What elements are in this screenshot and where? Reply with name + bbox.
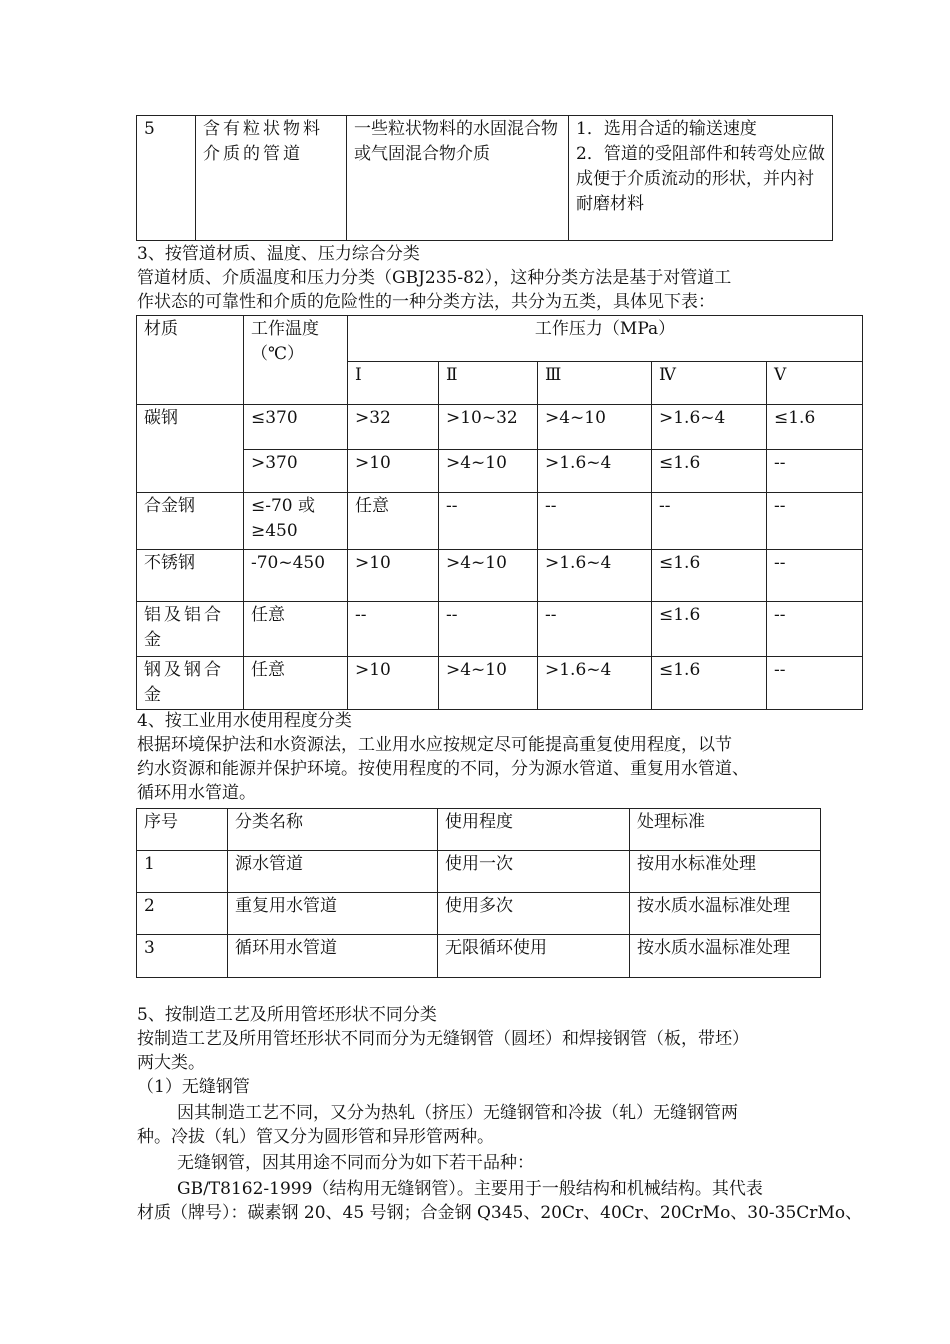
- header-pressure: 工作压力（MPa）: [348, 316, 863, 362]
- table-cell: >1.6~4: [538, 450, 652, 493]
- table-cell: --: [538, 493, 652, 550]
- header-class: Ⅲ: [538, 362, 652, 405]
- table-cell: -70~450: [244, 550, 348, 602]
- section-4-para: 根据环境保护法和水资源法，工业用水应按规定尽可能提高重复使用程度，以节: [137, 735, 732, 755]
- cell-material: 不锈钢: [137, 550, 244, 602]
- header-cell: 处理标准: [630, 809, 821, 851]
- section-3-para: 管道材质、介质温度和压力分类（GBJ235-82），这种分类方法是基于对管道工: [137, 268, 732, 288]
- table-cell: --: [767, 493, 863, 550]
- table-cell: ≤1.6: [652, 550, 767, 602]
- table-cell: >370: [244, 450, 348, 493]
- section-5-para: GB/T8162-1999（结构用无缝钢管）。主要用于一般结构和机械结构。其代表: [177, 1179, 763, 1199]
- table-medium-continuation: [136, 115, 833, 241]
- table-row: [137, 851, 821, 893]
- section-3-heading: 3、按管道材质、温度、压力综合分类: [137, 244, 420, 264]
- header-cell: 分类名称: [228, 809, 438, 851]
- header-cell: 使用程度: [438, 809, 630, 851]
- table-cell: >4~10: [439, 550, 538, 602]
- table-row: [137, 493, 863, 550]
- table-row: [137, 657, 863, 710]
- table-cell: 使用一次: [438, 851, 630, 893]
- table-cell: 任意: [244, 602, 348, 657]
- table-cell: 按水质水温标准处理: [630, 935, 821, 978]
- header-class: Ⅳ: [652, 362, 767, 405]
- table-cell: >4~10: [439, 450, 538, 493]
- table-cell: --: [439, 493, 538, 550]
- table-pressure-classes: [136, 315, 863, 710]
- section-4-para: 约水资源和能源并保护环境。按使用程度的不同，分为源水管道、重复用水管道、: [137, 759, 749, 779]
- table-cell: >10: [348, 450, 439, 493]
- table-cell: >10: [348, 657, 439, 710]
- header-class: Ⅱ: [439, 362, 538, 405]
- req-line: 2．管道的受阻部件和转弯处应做: [576, 144, 825, 164]
- table-cell: --: [348, 602, 439, 657]
- table-cell: >4~10: [538, 405, 652, 450]
- table-cell: >32: [348, 405, 439, 450]
- table-cell: ≤1.6: [767, 405, 863, 450]
- table-row: [137, 450, 863, 493]
- table-cell: ≤-70 或≥450: [244, 493, 348, 550]
- table-cell: 重复用水管道: [228, 893, 438, 935]
- section-4-heading: 4、按工业用水使用程度分类: [137, 711, 352, 731]
- section-5-para: 无缝钢管，因其用途不同而分为如下若干品种：: [177, 1153, 534, 1173]
- table-water-usage: [136, 808, 821, 978]
- header-temperature: 工作温度（℃）: [244, 316, 348, 405]
- table-cell: ≤1.6: [652, 657, 767, 710]
- section-4-para: 循环用水管道。: [137, 783, 256, 803]
- table-cell: ≤1.6: [652, 450, 767, 493]
- cell-requirements: [569, 116, 833, 241]
- section-5-para: 材质（牌号）：碳素钢 20、45 号钢；合金钢 Q345、20Cr、40Cr、20CrMo、30-35CrMo、: [137, 1203, 863, 1223]
- table-cell: >1.6~4: [538, 657, 652, 710]
- table-cell: --: [767, 550, 863, 602]
- table-cell: 循环用水管道: [228, 935, 438, 978]
- req-line: 1．选用合适的输送速度: [576, 119, 757, 139]
- table-cell: 源水管道: [228, 851, 438, 893]
- cell-material: 铝及铝合金: [137, 602, 244, 657]
- table-cell: >10: [348, 550, 439, 602]
- table-row: [137, 893, 821, 935]
- cell-material: 钢及钢合金: [137, 657, 244, 710]
- table-row: [137, 405, 863, 450]
- table-cell: ≤1.6: [652, 602, 767, 657]
- table-cell: ≤370: [244, 405, 348, 450]
- table-row: [137, 809, 821, 851]
- header-material: 材质: [137, 316, 244, 405]
- table-cell: >1.6~4: [538, 550, 652, 602]
- table-cell: --: [439, 602, 538, 657]
- req-line: 成便于介质流动的形状，并内衬耐磨材料: [576, 169, 814, 214]
- subsection-seamless-heading: （1）无缝钢管: [137, 1077, 250, 1097]
- table-cell: --: [767, 602, 863, 657]
- cell-type: 含有粒状物料介质的管道: [196, 116, 347, 241]
- cell-material: 碳钢: [137, 405, 244, 493]
- section-5-para: 因其制造工艺不同，又分为热轧（挤压）无缝钢管和冷拔（轧）无缝钢管两: [177, 1103, 738, 1123]
- table-cell: 1: [137, 851, 228, 893]
- table-cell: >1.6~4: [652, 405, 767, 450]
- table-cell: --: [767, 657, 863, 710]
- section-5-para: 按制造工艺及所用管坯形状不同而分为无缝钢管（圆坯）和焊接钢管（板，带坯）: [137, 1029, 749, 1049]
- cell-no: 5: [137, 116, 196, 241]
- table-row: [137, 316, 863, 362]
- table-cell: --: [652, 493, 767, 550]
- section-5-heading: 5、按制造工艺及所用管坯形状不同分类: [137, 1005, 437, 1025]
- cell-material: 合金钢: [137, 493, 244, 550]
- table-cell: >4~10: [439, 657, 538, 710]
- table-cell: 任意: [348, 493, 439, 550]
- section-3-para: 作状态的可靠性和介质的危险性的一种分类方法，共分为五类，具体见下表：: [137, 292, 715, 312]
- table-cell: 使用多次: [438, 893, 630, 935]
- table-cell: 无限循环使用: [438, 935, 630, 978]
- table-row: [137, 602, 863, 657]
- section-5-para: 种。冷拔（轧）管又分为圆形管和异形管两种。: [137, 1127, 494, 1147]
- header-class: Ⅰ: [348, 362, 439, 405]
- table-cell: >10~32: [439, 405, 538, 450]
- header-cell: 序号: [137, 809, 228, 851]
- table-cell: 任意: [244, 657, 348, 710]
- section-5-para: 两大类。: [137, 1053, 205, 1073]
- table-cell: 3: [137, 935, 228, 978]
- table-row: [137, 935, 821, 978]
- table-cell: --: [538, 602, 652, 657]
- table-cell: 按用水标准处理: [630, 851, 821, 893]
- header-class: Ⅴ: [767, 362, 863, 405]
- cell-medium: 一些粒状物料的水固混合物或气固混合物介质: [347, 116, 569, 241]
- table-row: [137, 116, 833, 241]
- table-row: [137, 550, 863, 602]
- table-cell: 2: [137, 893, 228, 935]
- table-cell: --: [767, 450, 863, 493]
- table-cell: 按水质水温标准处理: [630, 893, 821, 935]
